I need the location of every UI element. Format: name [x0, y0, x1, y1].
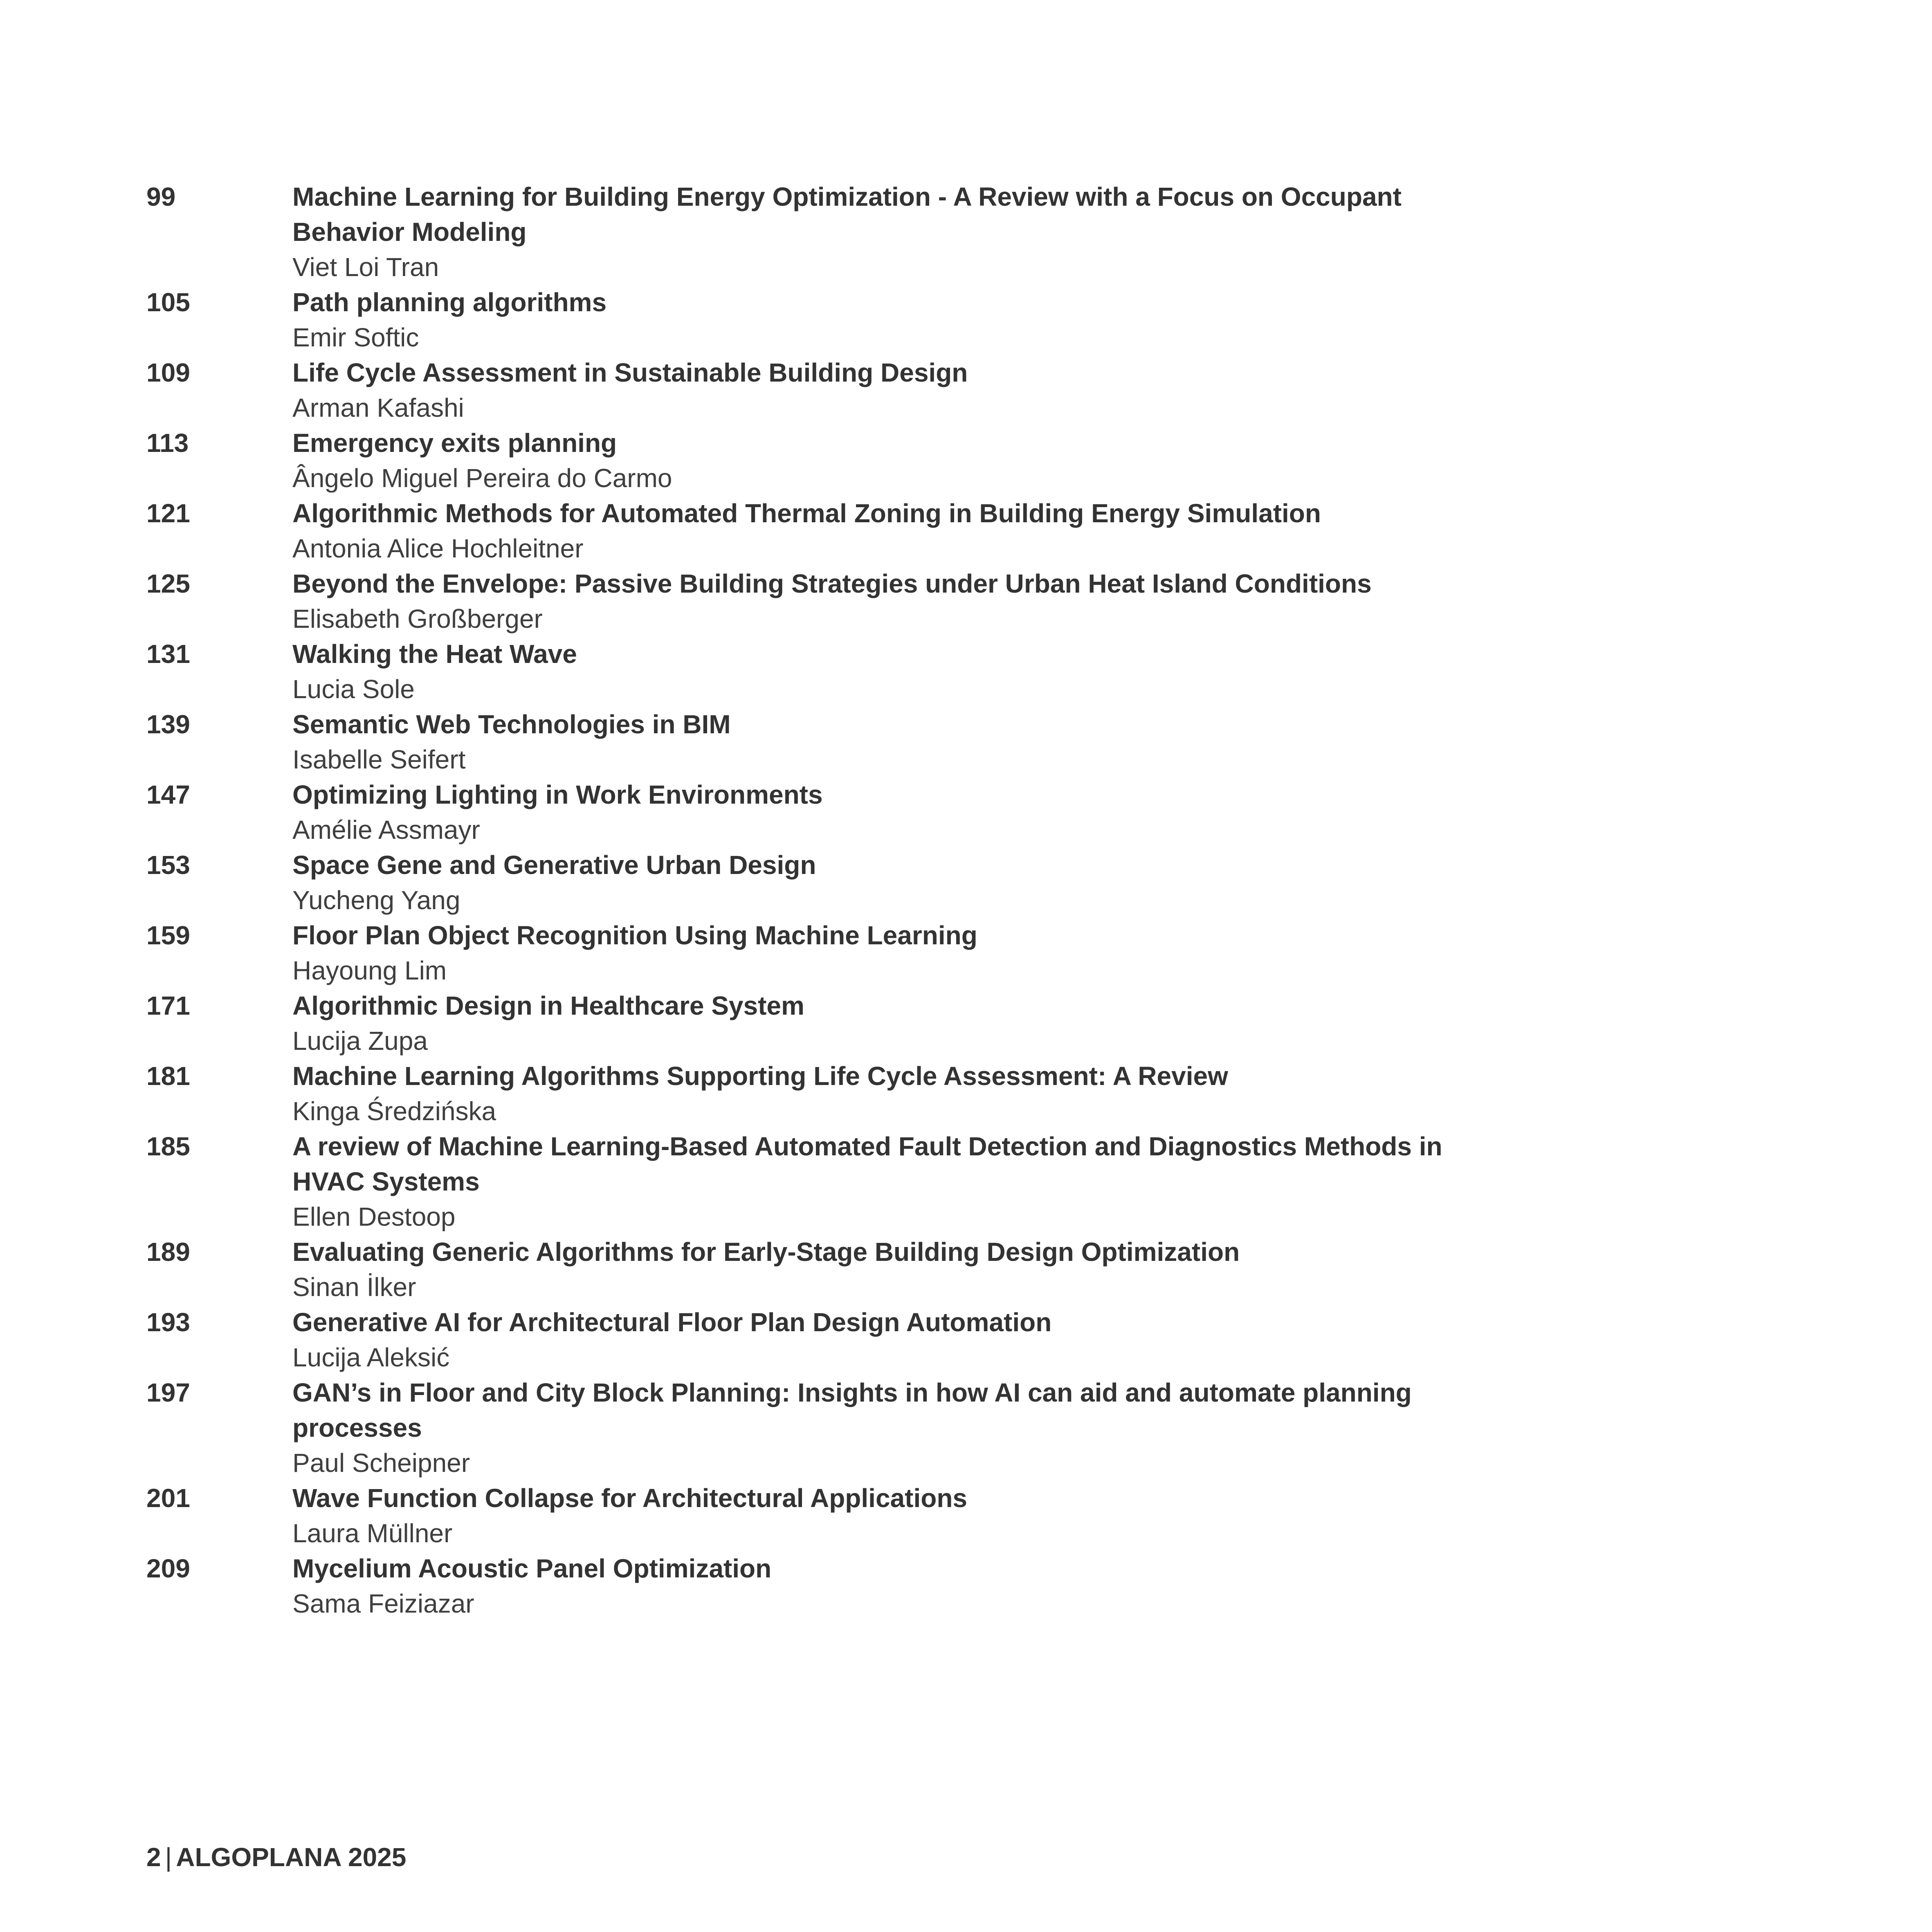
toc-page-number: 113: [146, 428, 189, 458]
toc-page-number: 193: [146, 1307, 190, 1337]
toc-entry-title: Space Gene and Generative Urban Design: [292, 850, 816, 880]
toc-entry[interactable]: [146, 179, 1496, 285]
toc-entry[interactable]: [146, 1129, 1496, 1234]
toc-entry-author: Paul Scheipner: [292, 1448, 470, 1478]
toc-page-number: 125: [146, 569, 190, 598]
toc-page-number: 159: [146, 921, 190, 950]
toc-entry[interactable]: [146, 1058, 1496, 1129]
toc-entry-body: [292, 285, 1496, 355]
toc-entry-body: [292, 425, 1496, 496]
toc-entry-author: Arman Kafashi: [292, 393, 464, 422]
toc-entry-author: Sama Feiziazar: [292, 1589, 474, 1618]
toc-entry-title: A review of Machine Learning-Based Automated Fault Detection and Diagnostics Methods in HVAC Systems: [292, 1132, 1442, 1196]
toc-entry[interactable]: [146, 636, 1496, 707]
toc-entry-author: Laura Müllner: [292, 1519, 453, 1548]
toc-page-number: 131: [146, 639, 190, 669]
toc-entry-author: Viet Loi Tran: [292, 252, 439, 282]
toc-entry[interactable]: [146, 988, 1496, 1058]
toc-entry-author: Antonia Alice Hochleitner: [292, 534, 584, 563]
toc-entry-title: Semantic Web Technologies in BIM: [292, 710, 731, 739]
toc-entry-body: [292, 847, 1496, 918]
toc-entry-body: [292, 988, 1496, 1058]
toc-entry-author: Lucija Zupa: [292, 1026, 428, 1056]
toc-entry-title: Path planning algorithms: [292, 288, 607, 317]
toc-entry-title: Algorithmic Design in Healthcare System: [292, 991, 804, 1020]
toc-page-number: 139: [146, 710, 190, 739]
toc-entry-title: Emergency exits planning: [292, 428, 617, 458]
toc-entry-author: Kinga Średzińska: [292, 1096, 496, 1126]
toc-entry-author: Yucheng Yang: [292, 885, 461, 915]
toc-entry-author: Lucia Sole: [292, 674, 415, 704]
toc-entry-title: Generative AI for Architectural Floor Plan Design Automation: [292, 1307, 1052, 1337]
toc-entry-body: [292, 1551, 1496, 1621]
toc-entry-body: [292, 1305, 1496, 1375]
toc-entry-author: Hayoung Lim: [292, 956, 447, 985]
toc-page-number: 185: [146, 1132, 190, 1161]
toc-entry-body: [292, 1375, 1496, 1480]
toc-entry-body: [292, 355, 1496, 425]
toc-entry[interactable]: [146, 425, 1496, 496]
toc-entry-title: Machine Learning for Building Energy Optimization - A Review with a Focus on Occupant Behavior Modeling: [292, 182, 1402, 247]
toc-entry-body: [292, 1129, 1496, 1234]
toc-entry-title: Wave Function Collapse for Architectural Applications: [292, 1483, 967, 1513]
toc-page-number: 105: [146, 288, 190, 317]
toc-entry-body: [292, 636, 1496, 707]
toc-entry-title: Beyond the Envelope: Passive Building Strategies under Urban Heat Island Conditions: [292, 569, 1372, 598]
toc-entry[interactable]: [146, 1234, 1496, 1305]
toc-entry-title: Life Cycle Assessment in Sustainable Building Design: [292, 358, 968, 387]
toc-entry-body: [292, 566, 1496, 636]
toc-entry-author: Isabelle Seifert: [292, 745, 466, 774]
toc-entry-author: Elisabeth Großberger: [292, 604, 543, 634]
toc-entry-title: Floor Plan Object Recognition Using Machine Learning: [292, 921, 977, 950]
toc-entry[interactable]: [146, 1551, 1496, 1621]
toc-page-number: 201: [146, 1483, 190, 1513]
toc-entry[interactable]: [146, 496, 1496, 566]
toc-entry[interactable]: [146, 1305, 1496, 1375]
toc-page-number: 181: [146, 1061, 190, 1091]
toc-entry-body: [292, 918, 1496, 988]
toc-entry-title: Algorithmic Methods for Automated Thermal Zoning in Building Energy Simulation: [292, 499, 1321, 528]
footer-separator: |: [165, 1842, 172, 1872]
toc-entry[interactable]: [146, 918, 1496, 988]
toc-entry[interactable]: [146, 285, 1496, 355]
toc-entry-body: [292, 1480, 1496, 1551]
footer-publication: ALGOPLANA 2025: [176, 1842, 407, 1872]
toc-entry[interactable]: [146, 777, 1496, 847]
toc-entry-body: [292, 1058, 1496, 1129]
toc-page-number: 189: [146, 1237, 190, 1267]
toc-entry-title: Optimizing Lighting in Work Environments: [292, 780, 823, 809]
toc-entry-author: Emir Softic: [292, 323, 419, 352]
table-of-contents: [146, 179, 1496, 1621]
toc-entry-title: Machine Learning Algorithms Supporting Life Cycle Assessment: A Review: [292, 1061, 1228, 1091]
toc-page-number: 153: [146, 850, 190, 880]
toc-entry-title: Mycelium Acoustic Panel Optimization: [292, 1554, 772, 1583]
toc-entry[interactable]: [146, 847, 1496, 918]
toc-entry[interactable]: [146, 1480, 1496, 1551]
toc-page-number: 99: [146, 182, 176, 211]
toc-page-number: 121: [146, 499, 190, 528]
footer-page-number: 2: [146, 1842, 161, 1872]
toc-page-number: 147: [146, 780, 190, 809]
toc-entry-author: Ângelo Miguel Pereira do Carmo: [292, 463, 672, 493]
toc-entry-author: Sinan İlker: [292, 1272, 416, 1302]
toc-entry-author: Lucija Aleksić: [292, 1343, 450, 1372]
toc-page-number: 197: [146, 1378, 190, 1407]
toc-entry-body: [292, 777, 1496, 847]
toc-entry-title: Walking the Heat Wave: [292, 639, 577, 669]
toc-entry-body: [292, 1234, 1496, 1305]
toc-entry[interactable]: [146, 1375, 1496, 1480]
toc-entry-title: GAN’s in Floor and City Block Planning: Insights in how AI can aid and automate planning processes: [292, 1378, 1412, 1442]
toc-entry-author: Ellen Destoop: [292, 1202, 456, 1231]
toc-page-number: 109: [146, 358, 190, 387]
toc-entry-title: Evaluating Generic Algorithms for Early-Stage Building Design Optimization: [292, 1237, 1240, 1267]
toc-entry[interactable]: [146, 355, 1496, 425]
toc-page-number: 209: [146, 1554, 190, 1583]
page-footer: [146, 1840, 406, 1875]
toc-page-number: 171: [146, 991, 190, 1020]
toc-entry-body: [292, 707, 1496, 777]
toc-entry-body: [292, 496, 1496, 566]
toc-entry[interactable]: [146, 707, 1496, 777]
toc-entry-body: [292, 179, 1496, 285]
toc-entry[interactable]: [146, 566, 1496, 636]
toc-entry-author: Amélie Assmayr: [292, 815, 480, 845]
